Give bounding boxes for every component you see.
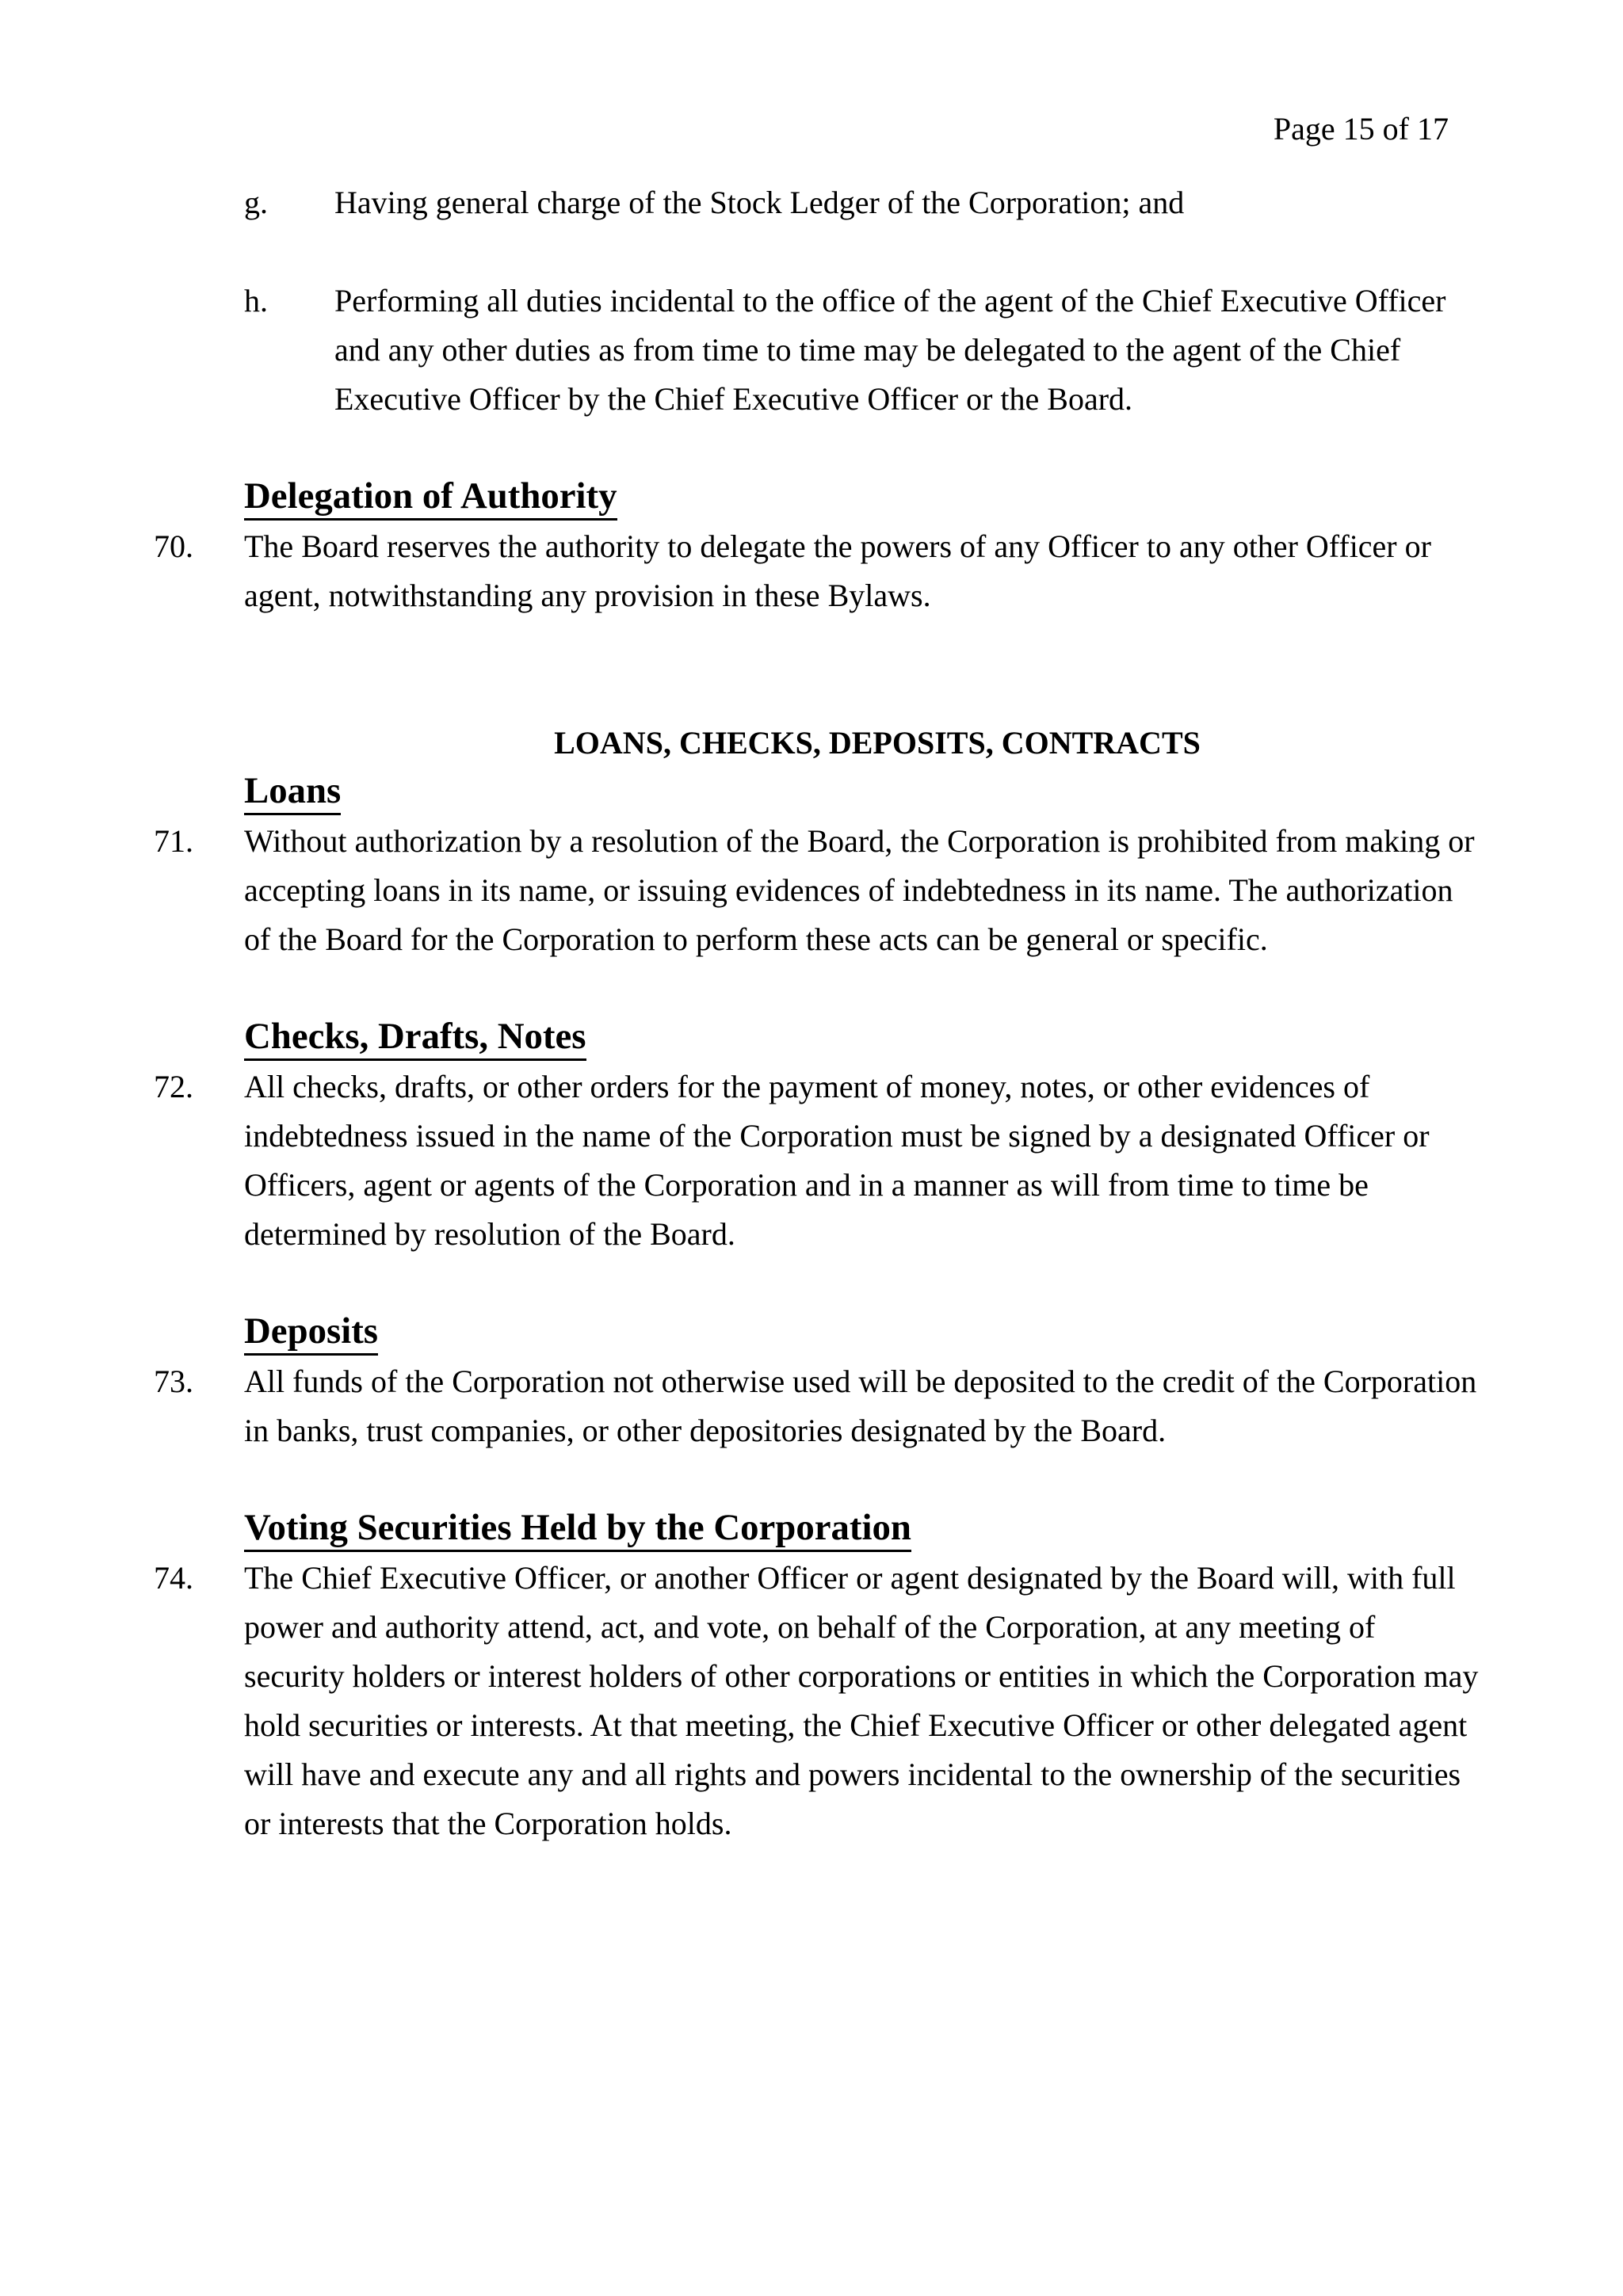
section-voting	[0, 1505, 1623, 1848]
paragraph-text: The Board reserves the authority to delegate the powers of any Officer to any other Officer or agent, notwithstanding any provision in these Bylaws.	[244, 528, 1431, 613]
section-heading: Deposits	[244, 1309, 378, 1356]
article-title: LOANS, CHECKS, DEPOSITS, CONTRACTS	[554, 725, 1201, 761]
document-body	[0, 178, 1623, 1848]
subitem-letter: g.	[244, 185, 268, 220]
page-number: Page 15 of 17	[1273, 111, 1449, 147]
section-checks	[0, 1013, 1623, 1259]
section-heading: Checks, Drafts, Notes	[244, 1014, 586, 1061]
paragraph-number: 70.	[154, 528, 193, 564]
paragraph-number: 73.	[154, 1363, 193, 1399]
subitem-letter: h.	[244, 283, 268, 318]
subitem-h	[0, 277, 1623, 424]
section-delegation	[0, 473, 1623, 620]
paragraph-number: 72.	[154, 1069, 193, 1104]
paragraph-number: 71.	[154, 823, 193, 859]
section-heading: Delegation of Authority	[244, 474, 617, 521]
paragraph-text: All checks, drafts, or other orders for the payment of money, notes, or other evidences of indebtedness issued in the name of the Corporation must be signed by a designated Officer or Officers, agent or agents of the Corporation and in a manner as will from time to time be determined by resolution of the Board.	[244, 1069, 1430, 1252]
subitem-text: Having general charge of the Stock Ledger of the Corporation; and	[334, 185, 1185, 220]
paragraph-text: The Chief Executive Officer, or another Officer or agent designated by the Board will, with full power and authority attend, act, and vote, on behalf of the Corporation, at any meeting of security holders or interest holders of other corporations or entities in which the Corporation may hold securities or interests. At that meeting, the Chief Executive Officer or other delegated agent will have and execute any and all rights and powers incidental to the ownership of the securities or interests that the Corporation holds.	[244, 1560, 1479, 1841]
section-deposits	[0, 1308, 1623, 1455]
section-heading: Loans	[244, 769, 341, 815]
section-loans	[0, 768, 1623, 964]
subitem-text: Performing all duties incidental to the office of the agent of the Chief Executive Officer and any other duties as from time to time may be delegated to the agent of the Chief Executive Officer by the Chief Executive Officer or the Board.	[334, 283, 1446, 417]
paragraph-text: All funds of the Corporation not otherwise used will be deposited to the credit of the Corporation in banks, trust companies, or other depositories designated by the Board.	[244, 1363, 1477, 1448]
subitem-g	[0, 178, 1623, 227]
paragraph-number: 74.	[154, 1560, 193, 1596]
paragraph-text: Without authorization by a resolution of the Board, the Corporation is prohibited from making or accepting loans in its name, or issuing evidences of indebtedness in its name. The authorization of the Board for the Corporation to perform these acts can be general or specific.	[244, 823, 1475, 957]
section-heading: Voting Securities Held by the Corporation	[244, 1505, 911, 1552]
